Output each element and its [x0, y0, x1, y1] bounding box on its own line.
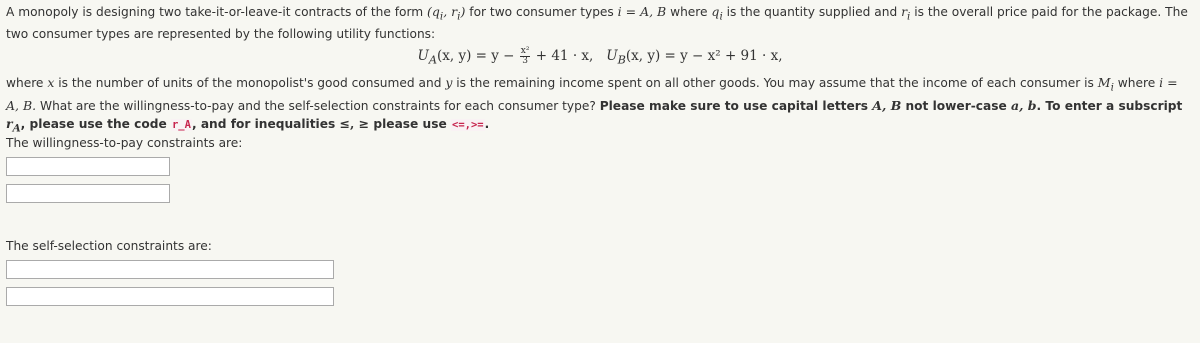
formatting-instructions: Please make sure to use capital letters A, B not lower-case a, b. To enter a subscript $r_A$, please use the code r_A, and for inequalities ≤, ≥ please use <=,>=. [6, 97, 1183, 134]
code-inequalities: <=,>= [452, 118, 484, 131]
intro-text: for two consumer types [465, 5, 618, 19]
contract-form-math: ($q_i$, $r_i$) [427, 4, 466, 23]
wtp-constraints-label: The willingness-to-pay constraints are: [6, 136, 243, 150]
wtp-constraint-input-2[interactable] [6, 184, 170, 203]
code-r-a: r_A [171, 118, 191, 131]
question-instructions: where x is the number of units of the monopolist's good consumed and y is the remaining income spent on all other goods. You may assume that the income of each consumer is $M_i$ where i = A, B. What are the willingness-to-pay and the self-selection constraints for each consumer type? Please make sure to use capital letters A, B not lower-case a, b. To enter a subscript $r_A$, please use the code r_A, and for inequalities ≤, ≥ please use <=,>=. [6, 75, 1183, 134]
utility-equations [6, 47, 1194, 69]
self-selection-constraints-label: The self-selection constraints are: [6, 239, 212, 253]
utility-b-equation: $U_B(x$, y) = y − x² + 91 · x, [606, 48, 783, 67]
self-selection-constraint-input-2[interactable] [6, 287, 334, 306]
q-math: $q_i$ [711, 4, 723, 23]
intro-text: is the quantity supplied and [722, 5, 902, 19]
x-squared-over-3-fraction: $\frac{\text{x²}}{3}$ [520, 46, 530, 66]
intro-text: is the overall price paid for the package. The two consumer types are represented by the following utility functions: [6, 5, 1188, 41]
self-selection-constraint-input-1[interactable] [6, 260, 334, 279]
intro-text: A monopoly is designing two take-it-or-leave-it contracts of the form [6, 5, 427, 19]
utility-a-equation: $U_A(x$, y) = y − $\frac{\text{x²}}{3}$ + 41 · x, [417, 46, 594, 67]
wtp-constraint-input-1[interactable] [6, 157, 170, 176]
intro-text: where [666, 5, 712, 19]
question-container [6, 3, 1194, 253]
question-intro [6, 3, 1194, 43]
types-math: i = A, B [617, 4, 667, 19]
r-math: $r_i$ [901, 4, 911, 23]
